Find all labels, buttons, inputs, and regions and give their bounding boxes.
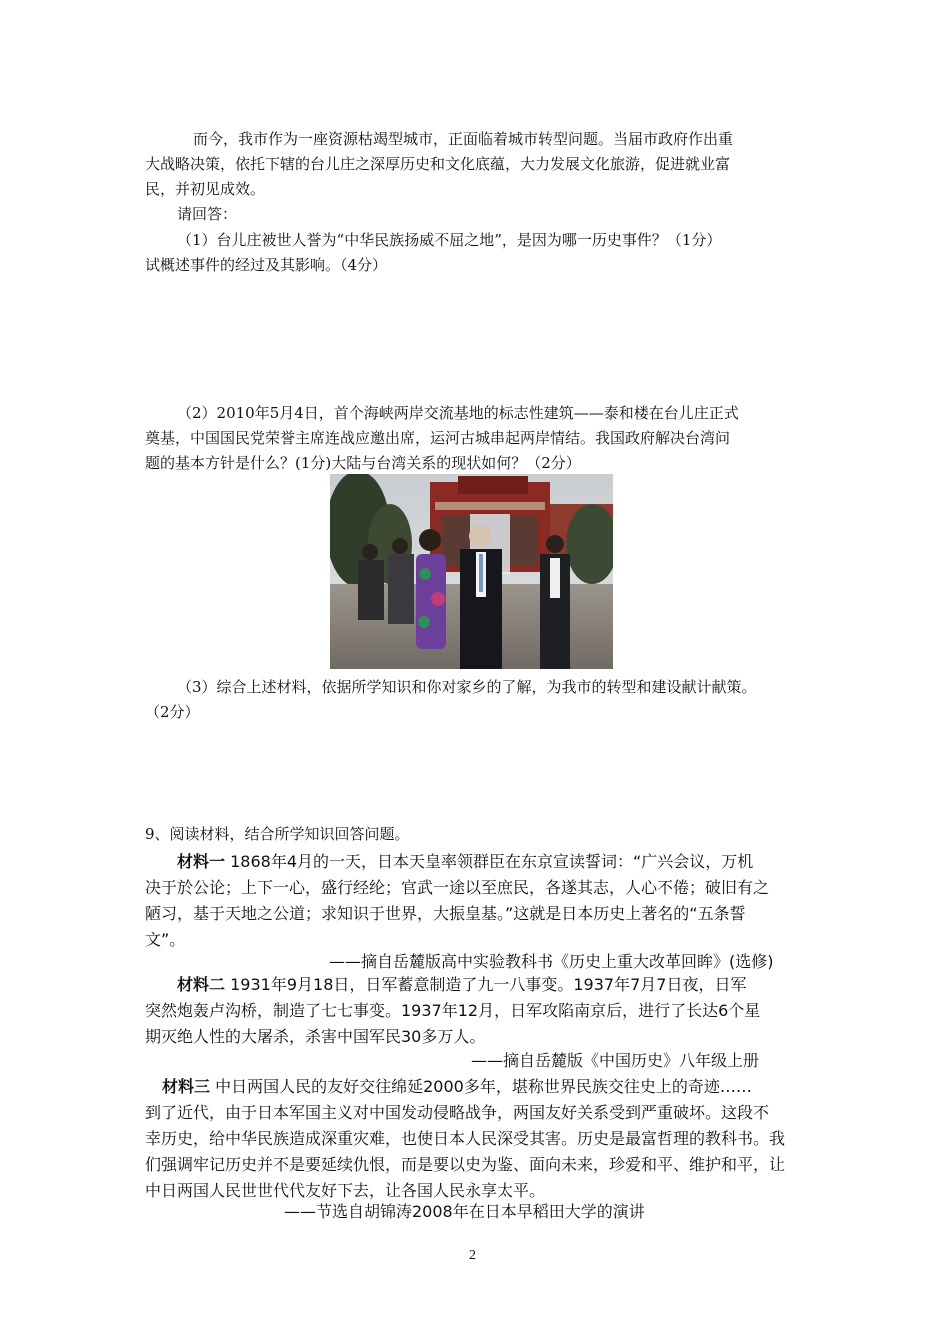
question-1-line-1: （1）台儿庄被世人誉为“中华民族扬威不屈之地”，是因为哪一历史事件？（1分）	[177, 231, 722, 249]
page-number: 2	[469, 1248, 476, 1263]
question-2-line-2: 奠基，中国国民党荣誉主席连战应邀出席，运河古城串起两岸情结。我国政府解决台湾问	[145, 429, 731, 447]
question-3-line-1: （3）综合上述材料，依据所学知识和你对家乡的了解，为我市的转型和建设献计献策。	[177, 678, 757, 696]
material-2-source: ——摘自岳麓版《中国历史》八年级上册	[471, 1051, 760, 1070]
material-3-line-2: 到了近代，由于日本军国主义对中国发动侵略战争，两国友好关系受到严重破坏。这段不	[145, 1103, 770, 1122]
question-9-title: 9、阅读材料，结合所学知识回答问题。	[145, 825, 410, 843]
intro-line-1: 而今，我市作为一座资源枯竭型城市，正面临着城市转型问题。当届市政府作出重	[193, 130, 734, 148]
material-3-text: 中日两国人民的友好交往绵延2000多年，堪称世界民族交往史上的奇迹……	[215, 1077, 752, 1096]
material-3-line-4: 们强调牢记历史并不是要延续仇恨，而是要以史为鉴、面向未来，珍爱和平、维护和平，让	[145, 1155, 786, 1174]
material-2-line-3: 期灭绝人性的大屠杀，杀害中国军民30多万人。	[145, 1027, 486, 1046]
material-3-line-3: 幸历史，给中华民族造成深重灾难，也使日本人民深受其害。历史是最富哲理的教科书。我	[145, 1129, 786, 1148]
material-2-line-2: 突然炮轰卢沟桥，制造了七七事变。1937年12月，日军攻陷南京后，进行了长达6个星	[145, 1001, 761, 1020]
intro-line-3: 民，并初见成效。	[145, 180, 266, 198]
material-1-label: 材料一	[177, 852, 226, 871]
material-3-label: 材料三	[162, 1077, 211, 1096]
material-1-source: ——摘自岳麓版高中实验教科书《历史上重大改革回眸》(选修)	[329, 952, 774, 971]
answer-prompt: 请回答：	[177, 205, 238, 223]
material-2-text: 1931年9月18日，日军蓄意制造了九一八事变。1937年7月7日夜，日军	[230, 975, 747, 994]
material-3-line-1	[162, 1074, 752, 1097]
material-1-text: 1868年4月的一天，日本天皇率领群臣在东京宣读誓词：“广兴会议，万机	[230, 852, 754, 871]
question-1-line-2: 试概述事件的经过及其影响。（4分）	[145, 256, 388, 274]
event-photo	[330, 474, 613, 669]
intro-line-2: 大战略决策，依托下辖的台儿庄之深厚历史和文化底蕴，大力发展文化旅游，促进就业富	[145, 155, 731, 173]
question-2-line-3: 题的基本方针是什么？(1分)大陆与台湾关系的现状如何？（2分）	[145, 454, 581, 472]
material-2-label: 材料二	[177, 975, 226, 994]
material-1-line-2: 决于於公论；上下一心，盛行经纶；官武一途以至庶民，各遂其志，人心不倦；破旧有之	[145, 878, 770, 897]
material-2-line-1	[177, 972, 746, 995]
material-1-line-1	[177, 849, 753, 872]
material-3-source: ——节选自胡锦涛2008年在日本早稻田大学的演讲	[284, 1202, 645, 1221]
question-2-line-1: （2）2010年5月4日，首个海峡两岸交流基地的标志性建筑——泰和楼在台儿庄正式	[177, 404, 739, 422]
question-3-line-2: （2分）	[145, 703, 200, 721]
material-3-line-5: 中日两国人民世世代代友好下去，让各国人民永享太平。	[145, 1181, 546, 1200]
material-1-line-3: 陋习，基于天地之公道；求知识于世界，大振皇基。”这就是日本历史上著名的“五条誓	[145, 904, 746, 923]
material-1-line-4: 文”。	[145, 930, 186, 949]
